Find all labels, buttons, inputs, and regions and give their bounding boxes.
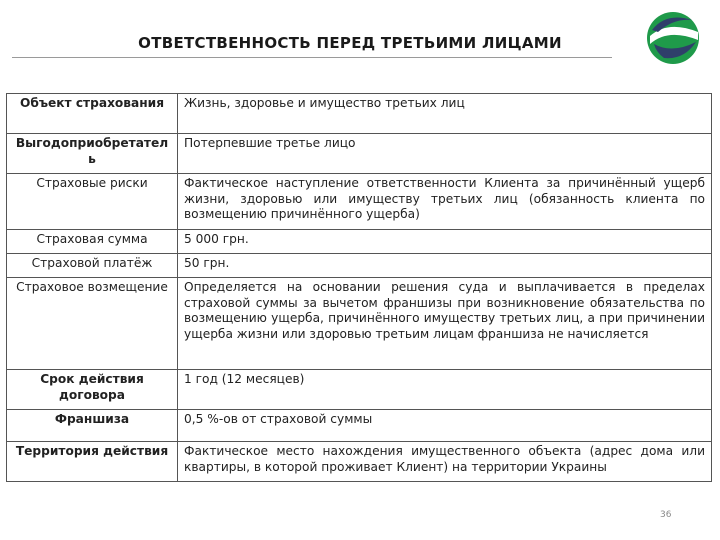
company-logo-icon xyxy=(638,6,708,70)
row-value: Фактическое место нахождения имущественного объекта (адрес дома или квартиры, в которой проживает Клиент) на территории Украины xyxy=(178,442,712,482)
row-value: 50 грн. xyxy=(178,254,712,278)
table-row xyxy=(7,370,712,410)
table-row xyxy=(7,410,712,442)
row-label: Страховой платёж xyxy=(7,254,178,278)
table-row xyxy=(7,174,712,230)
info-table xyxy=(6,93,712,482)
row-label: Территория действия xyxy=(7,442,178,482)
slide-title: ОТВЕТСТВЕННОСТЬ ПЕРЕД ТРЕТЬИМИ ЛИЦАМИ xyxy=(138,34,562,52)
row-value: 1 год (12 месяцев) xyxy=(178,370,712,410)
row-value: 0,5 %-ов от страховой суммы xyxy=(178,410,712,442)
table-row xyxy=(7,442,712,482)
table-row xyxy=(7,278,712,370)
table-row xyxy=(7,134,712,174)
row-label: Страховое возмещение xyxy=(7,278,178,370)
table-row xyxy=(7,254,712,278)
row-label: Страховые риски xyxy=(7,174,178,230)
row-label: Страховая сумма xyxy=(7,230,178,254)
row-label: Объект страхования xyxy=(7,94,178,134)
row-value: Определяется на основании решения суда и выплачивается в пределах страховой суммы за вычетом франшизы при возникновение обязательства по возмещению ущерба, причинённого имуществу третьих лиц, а при причинении ущерба жизни или здоровью третьим лицам франшиза не начисляется xyxy=(178,278,712,370)
page-number: 36 xyxy=(660,510,672,520)
row-label: Срок действия договора xyxy=(7,370,178,410)
title-divider xyxy=(12,57,612,58)
row-value: 5 000 грн. xyxy=(178,230,712,254)
row-value: Потерпевшие третье лицо xyxy=(178,134,712,174)
row-value: Жизнь, здоровье и имущество третьих лиц xyxy=(178,94,712,134)
row-value: Фактическое наступление ответственности Клиента за причинённый ущерб жизни, здоровью или имуществу третьих лиц (обязанность клиента по возмещению причинённого ущерба) xyxy=(178,174,712,230)
table-row xyxy=(7,94,712,134)
row-label: Выгодоприобретатель xyxy=(7,134,178,174)
row-label: Франшиза xyxy=(7,410,178,442)
table-row xyxy=(7,230,712,254)
